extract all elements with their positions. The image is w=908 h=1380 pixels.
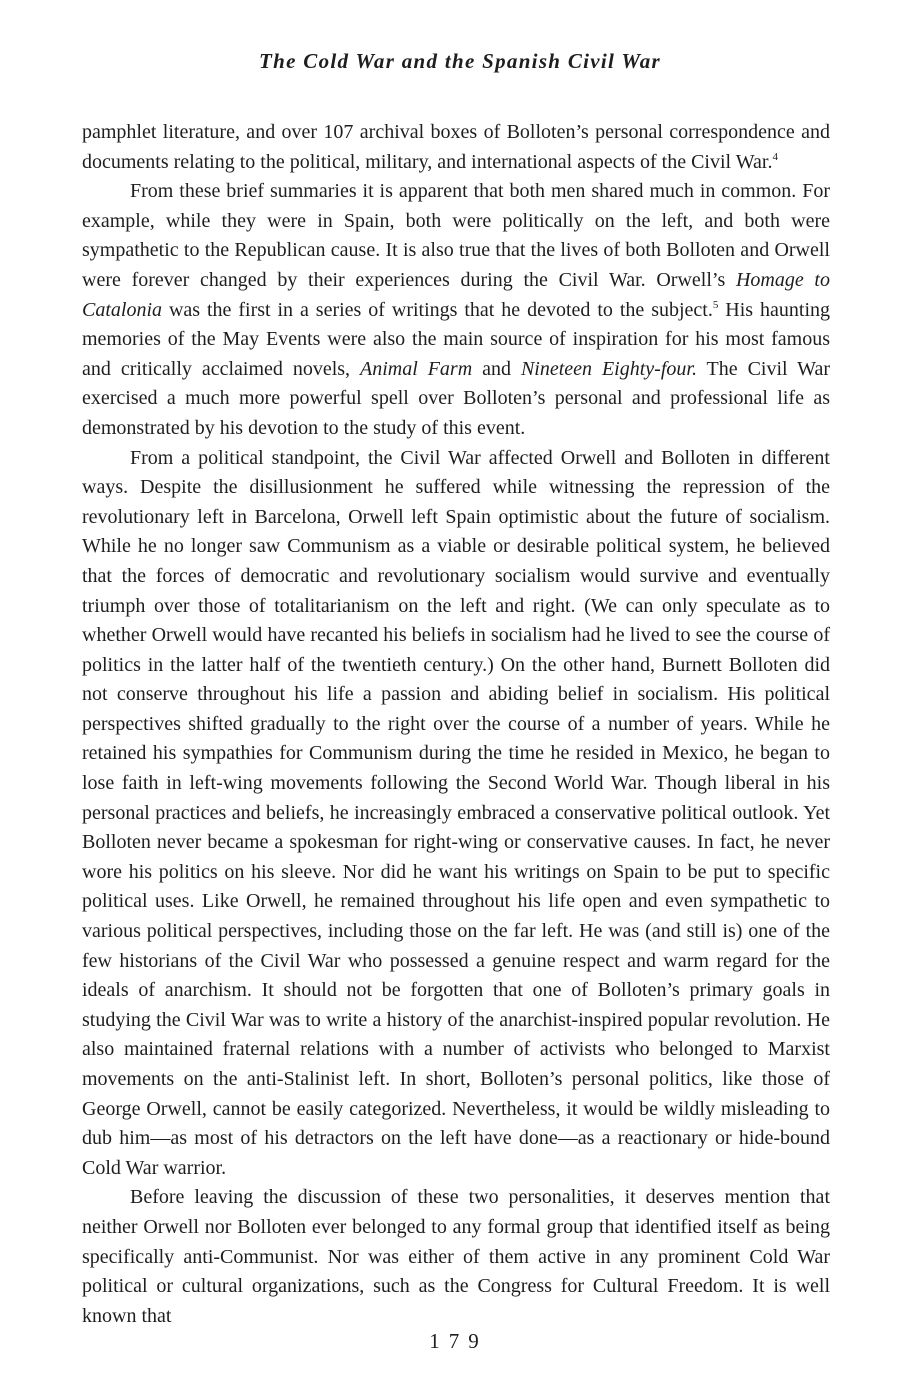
paragraph — [82, 1183, 830, 1331]
text-run: From these brief summaries it is apparent that both men shared much in common. For example, while they were in Spain, both were politically on the left, and both were sympathetic to the Republican cause. It is also true that the lives of both Bolloten and Orwell were forever changed by their experiences during the Civil War. Orwell’s — [82, 180, 830, 291]
footnote-reference: 4 — [772, 150, 778, 163]
paragraph — [82, 118, 830, 177]
text-run: The Civil War exercised a much more powerful spell over Bolloten’s personal and professional life as demonstrated by his devotion to the study of this event. — [82, 357, 830, 439]
paragraph — [82, 444, 830, 1184]
text-run: pamphlet literature, and over 107 archival boxes of Bolloten’s personal correspondence and documents relating to the political, military, and international aspects of the Civil War. — [82, 121, 830, 173]
italic-title: Animal Farm — [360, 357, 473, 380]
text-run: Before leaving the discussion of these two personalities, it deserves mention that neither Orwell nor Bolloten ever belonged to any formal group that identified itself as being specifically anti-Communist. Nor was either of them active in any prominent Cold War political or cultural organizations, such as the Congress for Cultural Freedom. It is well known that — [82, 1186, 830, 1327]
text-run: and — [472, 357, 521, 380]
italic-title: Nineteen Eighty-four. — [520, 357, 697, 380]
running-head: The Cold War and the Spanish Civil War — [258, 49, 662, 73]
footnote-reference: 5 — [712, 298, 719, 311]
text-run: His haunting memories of the May Events were also the main source of inspiration for his most famous and critically acclaimed novels, — [82, 298, 830, 380]
text-run: From a political standpoint, the Civil War affected Orwell and Bolloten in different ways. Despite the disillusionment he suffered while witnessing the repression of the revolutionary left in Barcelona, Orwell left Spain optimistic about the future of socialism. While he no longer saw Communism as a viable or desirable political system, he believed that the forces of democratic and revolutionary socialism would survive and eventually triumph over those of totalitarianism on the left and right. (We can only speculate as to whether Orwell would have recanted his beliefs in socialism had he lived to see the course of politics in the latter half of the twentieth century.) On the other hand, Burnett Bolloten did not conserve throughout his life a passion and abiding belief in socialism. His political perspectives shifted gradually to the right over the course of a number of years. While he retained his sympathies for Communism during the time he resided in Mexico, he began to lose faith in left-wing movements following the Second World War. Though liberal in his personal practices and beliefs, he increasingly embraced a conservative political outlook. Yet Bolloten never became a spokesman for right-wing or conservative causes. In fact, he never wore his politics on his sleeve. Nor did he want his writings on Spain to be put to specific political uses. Like Orwell, he remained throughout his life open and even sympathetic to various political perspectives, including those on the far left. He was (and still is) one of the few historians of the Civil War who possessed a genuine respect and warm regard for the ideals of anarchism. It should not be forgotten that one of Bolloten’s primary goals in studying the Civil War was to write a history of the anarchist-inspired popular revolution. He also maintained fraternal relations with a number of activists who belonged to Marxist movements on the anti-Stalinist left. In short, Bolloten’s personal politics, like those of George Orwell, cannot be easily categorized. Nevertheless, it would be wildly misleading to dub him—as most of his detractors on the left have done—as a reactionary or hide-bound Cold War warrior. — [82, 446, 830, 1179]
page-number: 179 — [429, 1329, 488, 1353]
paragraph — [82, 177, 830, 443]
italic-title: Homage to Catalonia — [82, 268, 830, 321]
text-run: was the first in a series of writings that he devoted to the subject. — [162, 298, 713, 321]
body-text — [82, 118, 830, 1331]
